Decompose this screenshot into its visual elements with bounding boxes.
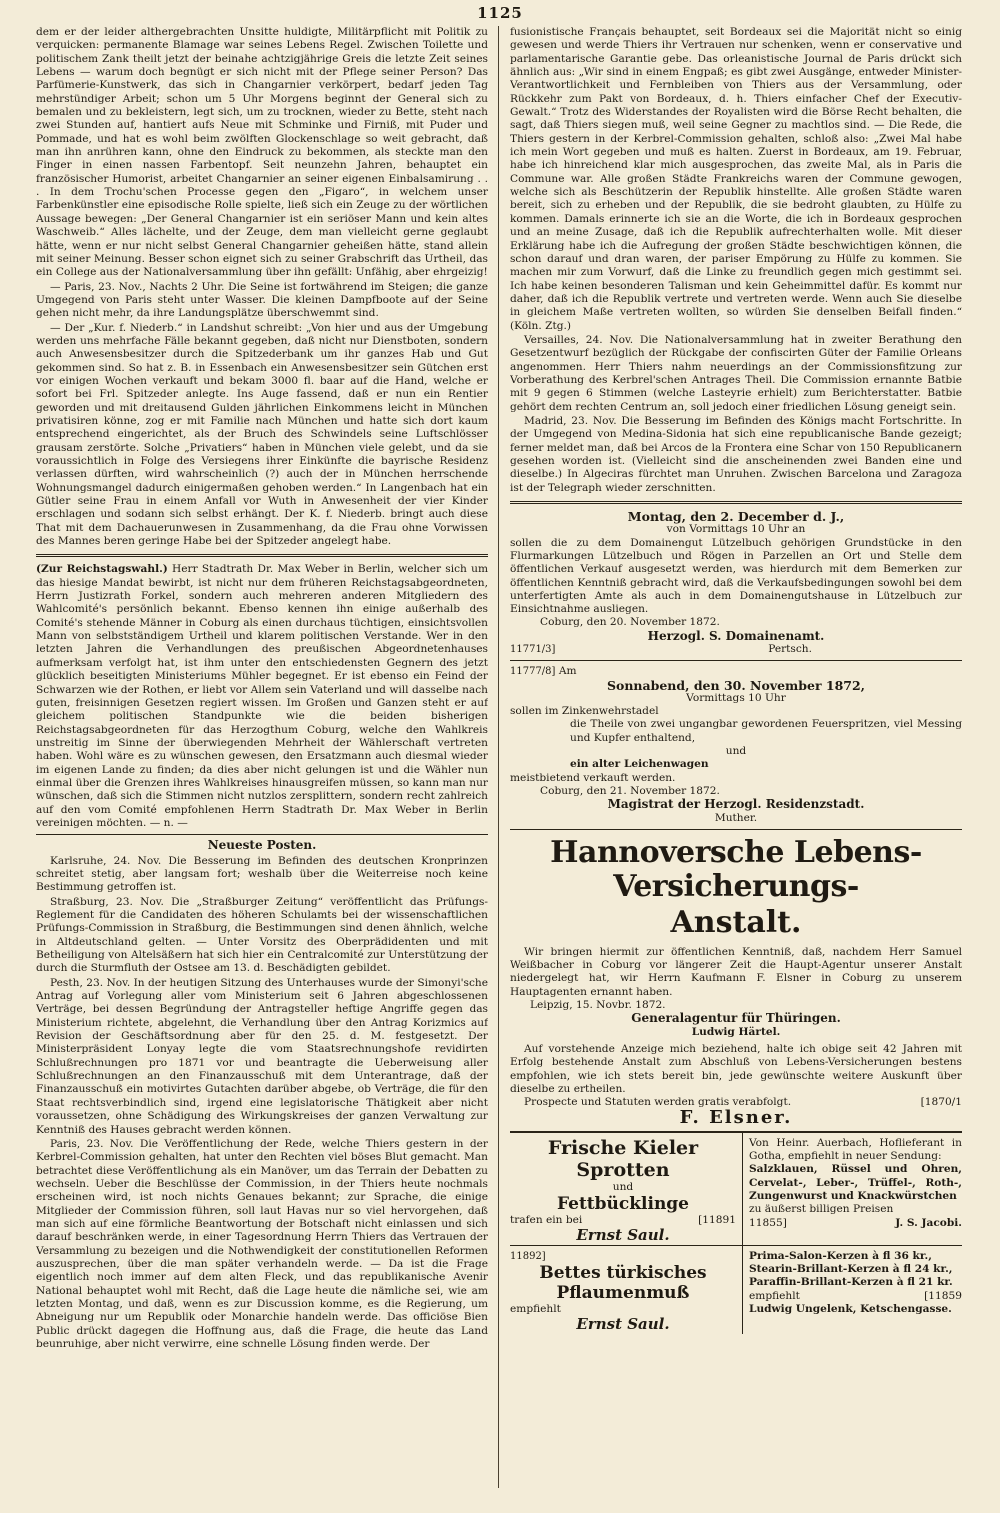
reichstag-text: Herr Stadtrath Dr. Max Weber in Berlin, welcher sich um das hiesige Mandat bewirbt, ist nicht nur dem früheren Reichstagsabgeordneten, Herrn Justizrath Forkel, sondern auch mehreren anderen Mitgliedern des Wahlcomité's persönlich bekannt. Ebenso kennen ihn einige außerhalb des Comité's stehende Männer in Coburg als einen durchaus tüchtigen, einsichtsvollen Mann von selbstständigem Urtheil und klarem politischen Verstande. Wer in den letzten Jahren die Verhandlungen des preußischen Abgeordnetenhauses aufmerksam verfolgt hat, ist ihm unter den entschiedensten Gegnern des jetzt glücklich beseitigten Ministeriums Mühler begegnet. Er ist ebenso ein Feind der Schwarzen wie der Rothen, er liebt vor Allem sein Vaterland und will dasselbe nach guten, freisinnigen Gesetzen regiert wissen. Im Großen und Ganzen steht er auf gleichem politischen Standpunkte wie die beiden bisherigen Reichstagsabgeordneten für das Herzogthum Coburg, welche den Wahlkreis unstreitig im Sinne der überwiegenden Mehrheit der Wählerschaft vertreten haben. Wohl wäre es zu wünschen gewesen, den Ersatzmann auch diesmal wieder im eigenen Lande zu finden; da dies aber nicht gelungen ist und die Wähler nun einmal über die Grenzen ihres Wahlkreises hinausgreifen müssen, so kann man nur wünschen, daß sich die Stimmen nicht nutzlos zersplittern, sondern recht zahlreich auf den vom Comité empfohlenen Herrn Stadtrath Dr. Max Weber in Berlin vereinigen möchten. — [36, 563, 488, 829]
article-reichstagswahl — [36, 563, 488, 830]
ad2-number: 11777/8] — [510, 666, 556, 678]
news-strassburg: Straßburg, 23. Nov. Die „Straßburger Zeitung“ veröffentlicht das Prüfungs-Reglement für die Candidaten des höheren Schulamts bei der wissenschaftlichen Prüfungs-Commission in Straßburg, die Bestimmungen sind denen ähnlich, welche in Altdeutschland gelten. — Unter Vorsitz des Oberprädidenten und mit Betheiligung von Altelsäßern hat sich hier ein Centralcomité zur Unterstützung der durch die Sturmfluth der Ostsee am 13. d. Beschädigten gebildet. — [36, 895, 488, 975]
page-number: 1125 — [477, 4, 523, 22]
auerbach-text: Von Heinr. Auerbach, Hoflieferant in Gotha, empfiehlt in neuer Sendung: — [749, 1136, 962, 1163]
article-paris-flood: — Paris, 23. Nov., Nachts 2 Uhr. Die Seine ist fortwährend im Steigen; die ganze Umgegend von Paris steht unter Wasser. Die kleinen Dampfboote auf der Seine gehen nicht mehr, da ihre Landungsplätze überschwemmt sind. — [36, 280, 488, 320]
news-madrid: Madrid, 23. Nov. Die Besserung im Befinden des Königs macht Fortschritte. In der Umgegend von Medina-Sidonia hat sich eine republicanische Bande gezeigt; ferner meldet man, daß bei Arcos de la Frontera eine Schar von 150 Republicanern gesehen worden ist. (Vielleicht sind die anscheinenden zwei Banden eine und dieselbe.) In Algeciras fürchtet man Unruhen. Zwischen Barcelona und Zaragoza ist der Telegraph wieder zerschnitten. — [510, 414, 962, 494]
ad-magistrat — [510, 665, 962, 825]
ad-sprotten — [510, 1133, 743, 1245]
ad3-number: [1870/1 — [920, 1096, 962, 1109]
ad2-time: Vormittags 10 Uhr — [686, 691, 786, 704]
reichstag-signature: — n. — — [149, 816, 188, 829]
section-rule — [36, 554, 488, 557]
ad2-headline: Sonnabend, den 30. November 1872, — [606, 677, 866, 693]
article-paris-continued: fusionistische Français behauptet, seit Bordeaux sei die Majorität nicht so einig gewesen und werde Thiers ihr Vertrauen nur schenken, wenn er conservative und parlamentarische Garantie gebe. Das orleanistische Journal de Paris drückt sich ähnlich aus: „Wir sind in einem Engpaß; es gibt zwei Ausgänge, entweder Minister-Verantwortlichkeit und Fernbleiben von Thiers aus der Versammlung, oder Rückkehr zum Pakt von Bordeaux, d. h. Thiers einfacher Chef der Executiv-Gewalt.“ Trotz des Widerstandes der Royalisten wird die Börse Recht behalten, die sagt, daß Thiers siegen muß, weil seine Gegner zu machtlos sind. — Die Rede, die Thiers gestern in der Kerbrel-Commission gehalten, schloß also: „Zwei Mal habe ich mein Wort gegeben und muß es halten. Zuerst in Bordeaux, am 19. Februar, habe ich hinreichend klar mich ausgesprochen, das zweite Mal, als in Paris die Commune war. Alle großen Städte Frankreichs waren der Commune gewogen, welche sich als Beschützerin der Republik hinstellte. Alle großen Städte waren bereit, sich zu erheben und der Republik, die sie bedroht glaubten, zu Hülfe zu kommen. Damals erinnerte ich sie an die Worte, die ich in Bordeaux gesprochen und an meine Zusage, daß ich die Republik aufrechterhalten wolle. Mit dieser Erklärung habe ich die Aufregung der großen Städte beschwichtigen können, die schon darauf und dran waren, der pariser Empörung zu Hülfe zu kommen. Sie machen mir zum Vorwurf, daß die Linke zu freundlich gegen mich gestimmt sei. Ich habe keinen besonderen Talisman und kein Geheimmittel dafür. Es kommt nur daher, daß ich die Republik vertrete und vertreten werde. Wenn auch Sie dieselbe in gleichem Maße vertreten wollten, so würden Sie denselben Beifall finden.“ (Köln. Ztg.) — [510, 26, 962, 332]
article-landshut: — Der „Kur. f. Niederb.“ in Landshut schreibt: „Von hier und aus der Umgebung werden uns mehrfache Fälle bekannt gegeben, daß nicht nur Dienstboten, sondern auch Anwesensbesitzer durch die Spitzederbank um ihr ganzes Hab und Gut gekommen sind. So hat z. B. in Essenbach ein Anwesensbesitzer sein Gütchen erst vor einigen Wochen verkauft und bekam 3000 fl. baar auf die Hand, welche er sofort bei Frl. Spitzeder anlegte. Ins Auge fassend, daß er nun ein Rentier geworden und mit dreitausend Gulden jährlichen Einkommens leicht in München privatisiren könne, zog er mit Familie nach München und hatte sich dort kaum entsprechend eingerichtet, als der Bruch des Schwindels seine Luftschlösser grausam zerstörte. Solche „Privatiers“ haben in München viele gelebt, und da sie voraussichtlich in Folge des Versiegens ihrer Einkünfte die bayrische Residenz verlassen dürften, wird wahrscheinlich (?) auch der in München herrschende Wohnungsmangel dadurch einigermaßen gehoben werden.“ In Langenbach hat ein Gütler seine Frau in einem Anfall vor Wuth in Anwesenheit der vier Kinder erschlagen und sodann sich selbst erhängt. Der K. f. Niederb. bringt auch diese That mit dem Dachauerunwesen in Zusammenhang, da die Frau ohne Vorwissen des Mannes beren geringe Habe bei der Spitzeder angelegt habe. — [36, 321, 488, 548]
kerzen-number: [11859 — [924, 1289, 962, 1302]
reichstag-title: (Zur Reichstagswahl.) — [36, 563, 168, 576]
right-column — [510, 26, 962, 1486]
ad1-date: Coburg, den 20. November 1872. — [540, 616, 720, 629]
ad1-name: Pertsch. — [768, 643, 812, 655]
ad3-date: Leipzig, 15. Novbr. 1872. — [530, 999, 666, 1012]
kerzen-text: empfiehlt — [749, 1289, 800, 1302]
ad2-line1: sollen im Zinkenwehrstadel — [510, 705, 659, 718]
auerbach-items: Salzklauen, Rüssel und Ohren, Cervelat-, Leber-, Trüffel-, Roth-, Zungenwurst und Knackwürstchen — [749, 1163, 962, 1203]
ad1-number: 11771/3] — [510, 644, 556, 655]
column-divider — [498, 26, 499, 1488]
sprotten-headline: Frische Kieler Sprotten — [547, 1136, 699, 1181]
small-ads-row-1 — [510, 1131, 962, 1245]
ad2-date: Coburg, den 21. November 1872. — [540, 784, 720, 797]
sprotten-text: trafen ein bei — [510, 1214, 583, 1227]
kerzen-line3: Paraffin-Brillant-Kerzen à fl 21 kr. — [749, 1276, 953, 1289]
bettes-saul: Ernst Saul. — [576, 1315, 670, 1334]
bettes-text: empfiehlt — [510, 1303, 561, 1316]
news-versailles: Versailles, 24. Nov. Die Nationalversammlung hat in zweiter Berathung den Gesetzentwurf bezüglich der Rückgabe der confiscirten Güter der Familie Orleans angenommen. Herr Thiers nahm neuerdings an der Commissionsfitzung zur Vorberathung des Kerbrel'schen Antrages Theil. Die Commission ernannte Batbie mit 9 gegen 6 Stimmen (welche Lasteyrie erhielt) zum Berichterstatter. Batbie gehört dem rechten Centrum an, soll jedoch einer friedlichen Lösung geneigt sein. — [510, 333, 962, 413]
auerbach-signature: J. S. Jacobi. — [895, 1216, 962, 1229]
ad1-time: von Vormittags 10 Uhr an — [666, 523, 806, 536]
kerzen-line2: Stearin-Brillant-Kerzen à fl 24 kr., — [749, 1263, 953, 1276]
kerzen-signature: Ludwig Ungelenk, Ketschengasse. — [749, 1303, 952, 1316]
ad2-line2: die Theile von zwei ungangbar gewordenen Feuerspritzen, viel Messing und Kupfer enthaltend, — [570, 718, 962, 744]
ad3-name: Ludwig Härtel. — [691, 1025, 781, 1038]
ads-rule — [510, 501, 962, 504]
small-ads-row-2 — [510, 1245, 962, 1334]
sprotten-und: und — [612, 1180, 634, 1193]
ad3-signature: Generalagentur für Thüringen. — [631, 1011, 841, 1026]
ad2-am: Am — [558, 665, 577, 678]
ad3-prospecte: Prospecte und Statuten werden gratis verabfolgt. — [524, 1096, 792, 1109]
news-pesth: Pesth, 23. Nov. In der heutigen Sitzung des Unterhauses wurde der Simonyi'sche Antrag auf Vorlegung aller vom Ministerium seit 6 Jahren abgeschlossenen Verträge, bei dessen Begründung der Antragsteller heftige Angriffe gegen das Ministerium richtete, abgelehnt, die Verhandlung über den Antrag Korizmics auf Revision der Geschäftsordnung aber für den 25. d. M. festgesetzt. Der Ministerpräsident Lonyay legte die vom Staatsrechnungshofe revidirten Schlußrechnungen pro 1871 vor und beantragte die Ueberweisung aller Schlußrechnungen an den Finanzausschuß mit dem Unterantrage, daß der Finanzausschuß ein motivirtes Gutachten darüber abgebe, ob Verträge, die für den Staat rechtsverbindlich sind, irgend eine legislatorische Thätigkeit aber nicht voraussetzen, ohne Schädigung des Wirkungskreises der ganzen Verwaltung zur Kenntniß des Hauses gebracht werden können. — [36, 976, 488, 1136]
ad3-text2: Auf vorstehende Anzeige mich beziehend, halte ich obige seit 42 Jahren mit Erfolg bestehende Anstalt zum Abschluß von Lebens-Versicherungen bestens empfohlen, wie ich stets bereit bin, jede gewünschte weitere Auskunft über dieselbe zu ertheilen. — [510, 1042, 962, 1095]
ad2-line4: ein alter Leichenwagen — [570, 758, 709, 771]
ad1-signature: Herzogl. S. Domainenamt. — [647, 628, 825, 643]
ads-rule — [510, 829, 962, 830]
ad-auerbach — [743, 1133, 962, 1245]
ad2-signature: Magistrat der Herzogl. Residenzstadt. — [607, 797, 865, 812]
bettes-number: 11892] — [510, 1250, 546, 1262]
ad-hannoversche — [510, 834, 962, 1129]
auerbach-number: 11855] — [749, 1216, 787, 1229]
ad2-line3: und — [725, 745, 747, 758]
kerzen-line1: Prima-Salon-Kerzen à fl 36 kr., — [749, 1249, 932, 1262]
ad-domainenamt — [510, 510, 962, 656]
auerbach-price: zu äußerst billigen Preisen — [749, 1203, 894, 1216]
sprotten-saul: Ernst Saul. — [576, 1226, 670, 1245]
sprotten-number: [11891 — [698, 1214, 736, 1227]
article-changarnier: dem er der leider althergebrachten Unsitte huldigte, Militärpflicht mit Politik zu verquicken: permanente Blamage war seines Lebens Regel. Zwischen Toilette und politischem Zank theilt jetzt der beinahe achtzigjährige Greis die letzte Zeit seines Lebens — warum doch begnügt er sich nicht mit der Pflege seiner Person? Das Parfümerie-Kunstwerk, das sich in Changarnier verkörpert, bedarf jeden Tag mehrstündiger Arbeit; schon um 5 Uhr Morgens beginnt der General sich zu bemalen und zu bekleistern, legt sich, um zu trocknen, wieder zu Bette, steht nach zwei Stunden auf, hantiert aufs Neue mit Schminke und Firniß, mit Puder und Pommade, und hat es wohl beim zwölften Glockenschlage so weit gebracht, daß man ihn anrühren kann, ohne den Eindruck zu bekommen, als steckte man den Finger in einen nassen Farbentopf. Seit neunzehn Jahren, behauptet ein französischer Humorist, arbeitet Changarnier an seiner eigenen Einbalsamirung . . . In dem Trochu'schen Processe gegen den „Figaro“, in welchem unser Farbenkünstler eine episodische Rolle spielte, ließ sich ein Zeuge zu der wörtlichen Aussage bewegen: „Der General Changarnier ist ein seriöser Mann und kein altes Waschweib.“ Alles lächelte, und der Zeuge, dem man vielleicht gerne geglaubt hätte, wenn er nur nicht selbst General Changarnier geheißen hätte, stand allein mit seiner Meinung. Besser schon eignet sich zu seiner Grabschrift das Urtheil, das ein College aus der Nationalversammlung über ihn gefällt: Unfähig, aber ehrgeizig! — [36, 26, 488, 279]
ad2-line5: meistbietend verkauft werden. — [510, 771, 676, 784]
ad3-text: Wir bringen hiermit zur öffentlichen Kenntniß, daß, nachdem Herr Samuel Weißbacher in Coburg vor längerer Zeit die Haupt-Agentur unserer Anstalt niedergelegt hat, wir Herrn Kaufmann F. Elsner in Coburg zu unserem Hauptagenten ernannt haben. — [510, 945, 962, 998]
ad3-elsner: F. Elsner. — [679, 1107, 793, 1129]
ads-rule — [510, 660, 962, 661]
ad-kerzen — [743, 1246, 962, 1334]
section-rule — [36, 834, 488, 835]
bettes-headline: Bettes türkisches Pflaumenmuß — [539, 1263, 707, 1304]
ad-pflaumenmus — [510, 1246, 743, 1334]
news-karlsruhe: Karlsruhe, 24. Nov. Die Besserung im Befinden des deutschen Kronprinzen schreitet stetig, aber langsam fort; weshalb über die Weiterreise noch keine Bestimmung getroffen ist. — [36, 854, 488, 894]
ad3-title-line1: Hannoversche Lebens-Versicherungs- — [550, 834, 922, 904]
neueste-posten-title: Neueste Posten. — [207, 838, 317, 853]
ad1-headline: Montag, den 2. December d. J., — [627, 509, 845, 525]
sprotten-headline2: Fettbücklinge — [556, 1194, 689, 1215]
ad2-name: Muther. — [714, 811, 758, 824]
ad1-text: sollen die zu dem Domainengut Lützelbuch gehörigen Grundstücke in den Flurmarkungen Lützelbuch und Rögen in Parzellen an Ort und Stelle dem öffentlichen Verkauf ausgesetzt werden, was hierdurch mit dem Bemerken zur öffentlichen Kenntniß gebracht wird, daß die Verkaufsbedingungen sowohl bei dem unterfertigten Amte als auch in dem Domainengutshause in Lützelbuch zur Einsichtnahme ausliegen. — [510, 536, 962, 616]
news-paris: Paris, 23. Nov. Die Veröffentlichung der Rede, welche Thiers gestern in der Kerbrel-Commission gehalten, hat unter den Rechten viel böses Blut gemacht. Man betrachtet diese Veröffentlichung als ein Manöver, um das Terrain der Debatten zu wechseln. Ueber die Beschlüsse der Commission, in der Thiers heute nochmals erscheinen wird, ist noch nichts Genaues bekannt; zur Sprache, die einige Mitglieder der Commission führen, soll laut Havas nur so viel hervorgehen, daß man sich auf eine förmliche Beantwortung der Botschaft nicht einlassen und sich darauf beschränken werde, in einer Tagesordnung Herrn Thiers das Vertrauen der Versammlung zu bezeigen und die Nothwendigkeit der constitutionellen Reformen auszusprechen, über die man später verhandeln werde. — Da ist die Frage eigentlich noch immer auf dem alten Fleck, und das republikanische Avenir National behauptet wohl mit Recht, daß die Lage heute die nämliche sei, wie am letzten Montag, und daß, wenn es zur Discussion komme, es die Regierung, um Abneigung nur um Republik oder Monarchie handeln werde. Das officiöse Bien Public drückt dagegen die Hoffnung aus, daß die Frage, die heute das Land beunruhige, aber nicht verwirre, eine schnelle Lösung finden werde. Der — [36, 1137, 488, 1350]
left-column — [36, 26, 488, 1486]
ad3-title-line2: Anstalt. — [670, 904, 802, 940]
